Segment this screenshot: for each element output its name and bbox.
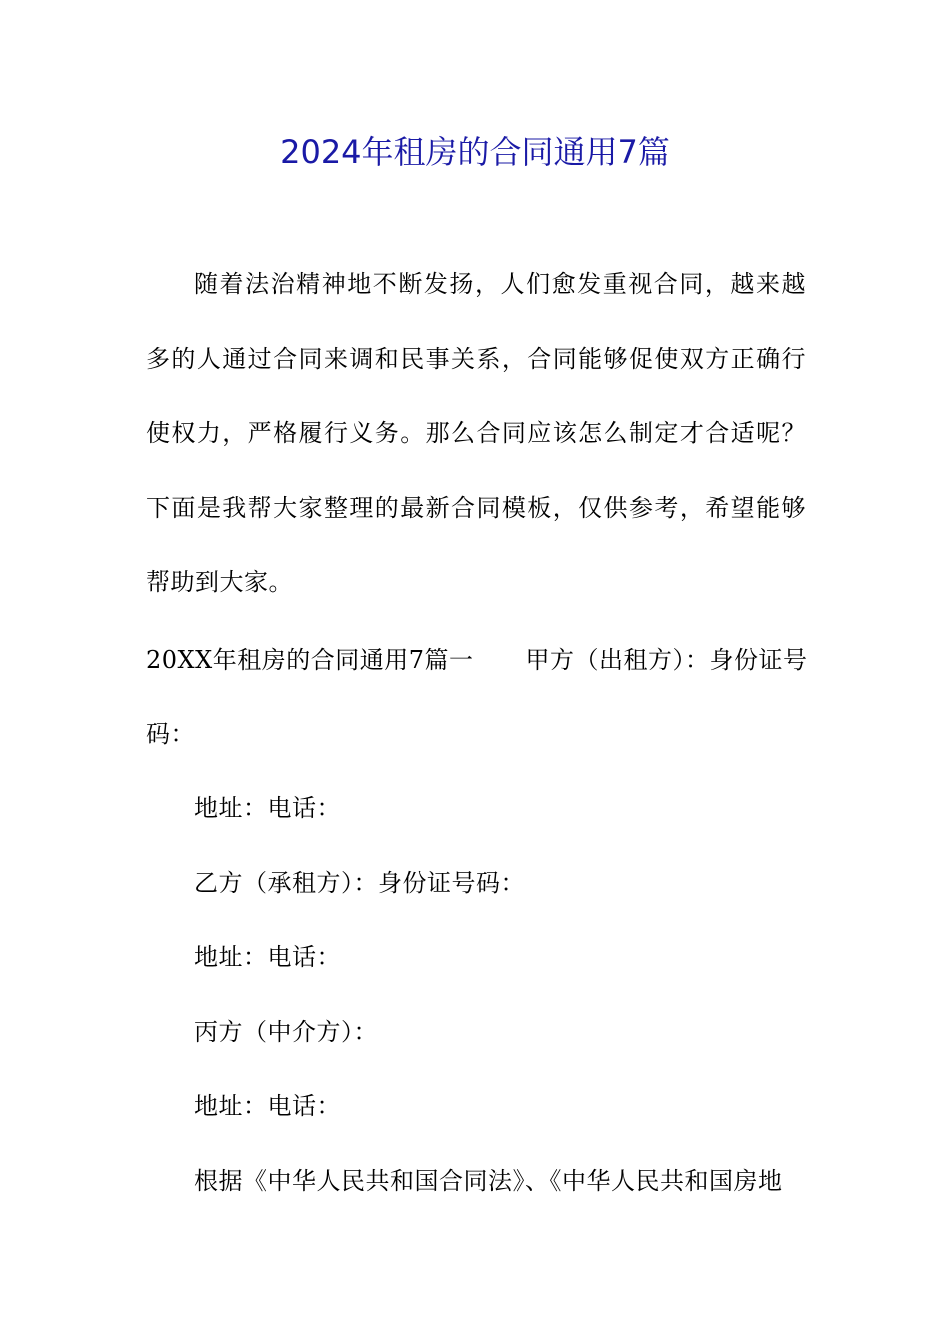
party-c-address: 地址：电话： bbox=[194, 1092, 341, 1120]
document-title: 2024年租房的合同通用7篇 bbox=[280, 133, 670, 171]
party-c-label: 丙方（中介方）： bbox=[194, 1018, 378, 1046]
party-b-label: 乙方（承租方）：身份证号码： bbox=[194, 869, 525, 897]
party-a-wrap: 码： bbox=[146, 720, 195, 748]
party-a-address: 地址：电话： bbox=[194, 794, 341, 822]
party-a-label: 甲方（出租方）：身份证号 bbox=[525, 646, 808, 674]
intro-text: 随着法治精神地不断发扬，人们愈发重视合同，越来越多的人通过合同来调和民事关系，合同能够促使双方正确行使权力，严格履行义务。那么合同应该怎么制定才合适呢？下面是我帮大家整理的最新合同模板，仅供参考，希望能够帮助到大家。 bbox=[146, 270, 806, 596]
section-heading-row bbox=[146, 640, 806, 680]
section-heading: 20XX年租房的合同通用7篇一 bbox=[146, 646, 474, 674]
legal-basis-text: 根据《中华人民共和国合同法》、《中华人民共和国房地 bbox=[194, 1167, 783, 1195]
party-b-address: 地址：电话： bbox=[194, 943, 341, 971]
intro-paragraph bbox=[146, 247, 806, 620]
